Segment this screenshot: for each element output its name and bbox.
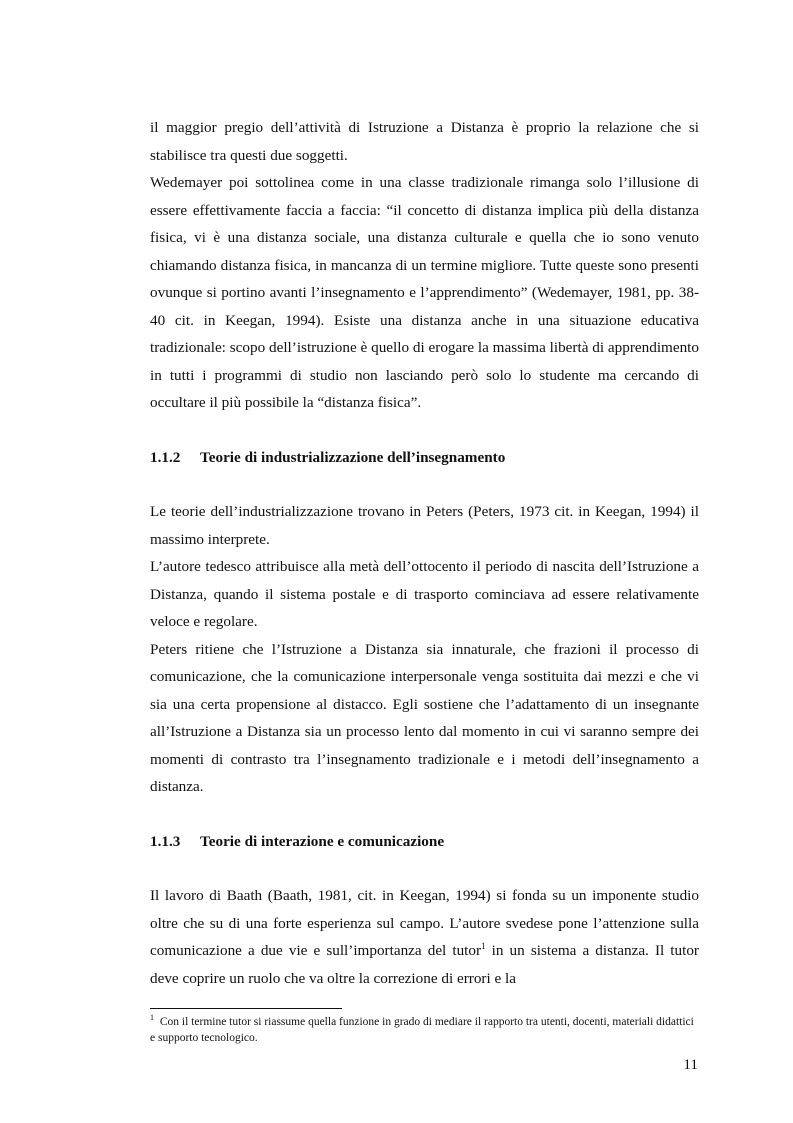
- paragraph-text: Il lavoro di Baath (Baath, 1981, cit. in Keegan, 1994) si fonda su un imponente studio oltre che su di una forte esperienza sul campo. L’autore svedese pone l’attenzione sulla comunicazione a due vie e sull’importanza del tutor: [150, 887, 699, 959]
- paragraph: L’autore tedesco attribuisce alla metà dell’ottocento il periodo di nascita dell’Istruzione a Distanza, quando il sistema postale e di trasporto cominciava ad essere relativamente veloce e regolare.: [150, 558, 699, 630]
- paragraph-text: in un sistema a distanza. Il tutor deve coprire un ruolo che va oltre la correzione di errori e la: [150, 942, 699, 987]
- footnote-text: Con il termine tutor si riassume quella funzione in grado di mediare il rapporto tra utenti, docenti, materiali didattici e supporto tecnologico.: [150, 1016, 694, 1044]
- page-body: [150, 114, 699, 992]
- section-title: Teorie di interazione e comunicazione: [200, 832, 445, 850]
- paragraph: il maggior pregio dell’attività di Istruzione a Distanza è proprio la relazione che si stabilisce tra questi due soggetti.: [150, 119, 699, 164]
- paragraph: Wedemayer poi sottolinea come in una classe tradizionale rimanga solo l’illusione di essere effettivamente faccia a faccia: “il concetto di distanza implica più della distanza fisica, vi è una distanza sociale, una distanza culturale e quella che io sono venuto chiamando distanza fisica, in mancanza di un termine migliore. Tutte queste sono presenti ovunque si portino avanti l’insegnamento e l’apprendimento” (Wedemayer, 1981, pp. 38-40 cit. in Keegan, 1994). Esiste una distanza anche in una situazione educativa tradizionale: scopo dell’istruzione è quello di erogare la massima libertà di apprendimento in tutti i programmi di studio non lasciando però solo lo studente ma cercando di occultare il più possibile la “distanza fisica”.: [150, 174, 699, 411]
- page-number: 11: [683, 1056, 698, 1073]
- paragraph: Le teorie dell’industrializzazione trovano in Peters (Peters, 1973 cit. in Keegan, 1994) il massimo interprete.: [150, 503, 699, 548]
- footnote-reference[interactable]: 1: [481, 940, 486, 951]
- footnote: [150, 1014, 699, 1046]
- section-number: 1.1.3: [150, 832, 181, 850]
- section-title: Teorie di industrializzazione dell’insegnamento: [200, 448, 506, 466]
- section-heading: [150, 444, 699, 472]
- paragraph: [150, 882, 699, 992]
- paragraph: Peters ritiene che l’Istruzione a Distanza sia innaturale, che frazioni il processo di comunicazione, che la comunicazione interpersonale venga sostituita dai mezzi e che vi sia una certa propensione al distacco. Egli sostiene che l’adattamento di un insegnante all’Istruzione a Distanza sia un processo lento dal momento in cui vi saranno sempre dei momenti di contrasto tra l’insegnamento tradizionale e i metodi dell’insegnamento a distanza.: [150, 640, 699, 795]
- footnote-number: 1: [150, 1013, 154, 1023]
- section-heading: [150, 828, 699, 856]
- section-number: 1.1.2: [150, 448, 181, 466]
- footnote-divider: [150, 1008, 342, 1009]
